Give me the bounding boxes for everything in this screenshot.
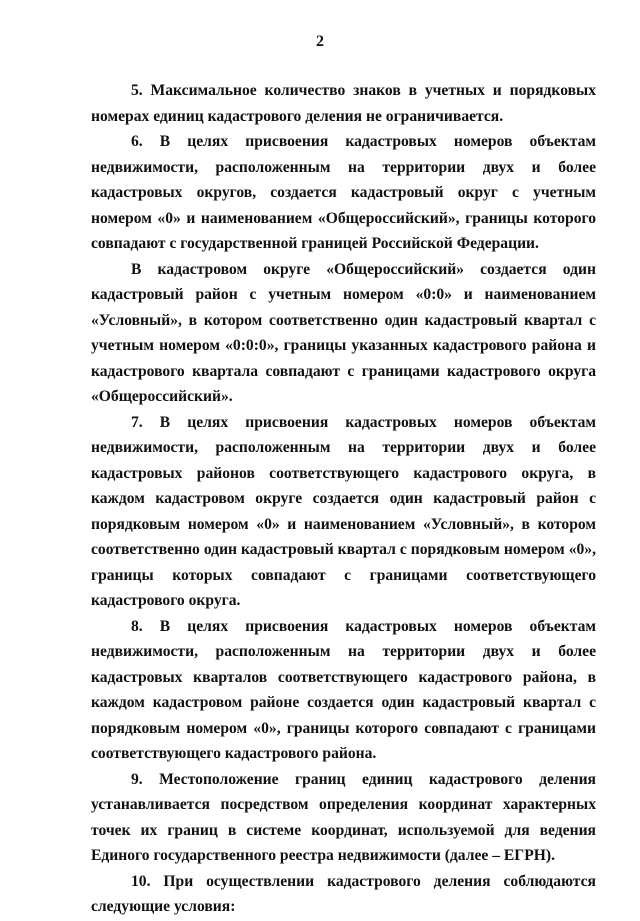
document-body [91, 78, 596, 920]
paragraph-7: 7. В целях присвоения кадастровых номеров объектам недвижимости, расположенным на территории двух и более кадастровых районов соответствующего кадастрового округа, в каждом кадастровом округе создается один кадастровый район с порядковым номером «0» и наименованием «Условный», в котором соответственно один кадастровый квартал с порядковым номером «0», границы которых совпадают с границами соответствующего кадастрового округа. [91, 413, 596, 609]
paragraph-10: 10. При осуществлении кадастрового деления соблюдаются следующие условия: [91, 872, 596, 915]
paragraph-8: 8. В целях присвоения кадастровых номеров объектам недвижимости, расположенным на территории двух и более кадастровых кварталов соответствующего кадастрового района, в каждом кадастровом районе создается один кадастровый квартал с порядковым номером «0», границы которого совпадают с границами соответствующего кадастрового района. [91, 617, 596, 762]
paragraph-6-continued: В кадастровом округе «Общероссийский» создается один кадастровый район с учетным номером «0:0» и наименованием «Условный», в котором соответственно один кадастровый квартал с учетным номером «0:0:0», границы указанных кадастрового района и кадастрового квартала совпадают с границами кадастрового округа «Общероссийский». [91, 260, 596, 405]
paragraph-6: 6. В целях присвоения кадастровых номеров объектам недвижимости, расположенным на территории двух и более кадастровых округов, создается кадастровый округ с учетным номером «0» и наименованием «Общероссийский», границы которого совпадают с государственной границей Российской Федерации. [91, 133, 596, 252]
paragraph-9: 9. Местоположение границ единиц кадастрового деления устанавливается посредством определения координат характерных точек их границ в системе координат, используемой для ведения Единого государственного реестра недвижимости (далее – ЕГРН). [91, 770, 596, 864]
page-number: 2 [316, 33, 324, 50]
paragraph-5: 5. Максимальное количество знаков в учетных и порядковых номерах единиц кадастрового деления не ограничивается. [91, 82, 596, 125]
